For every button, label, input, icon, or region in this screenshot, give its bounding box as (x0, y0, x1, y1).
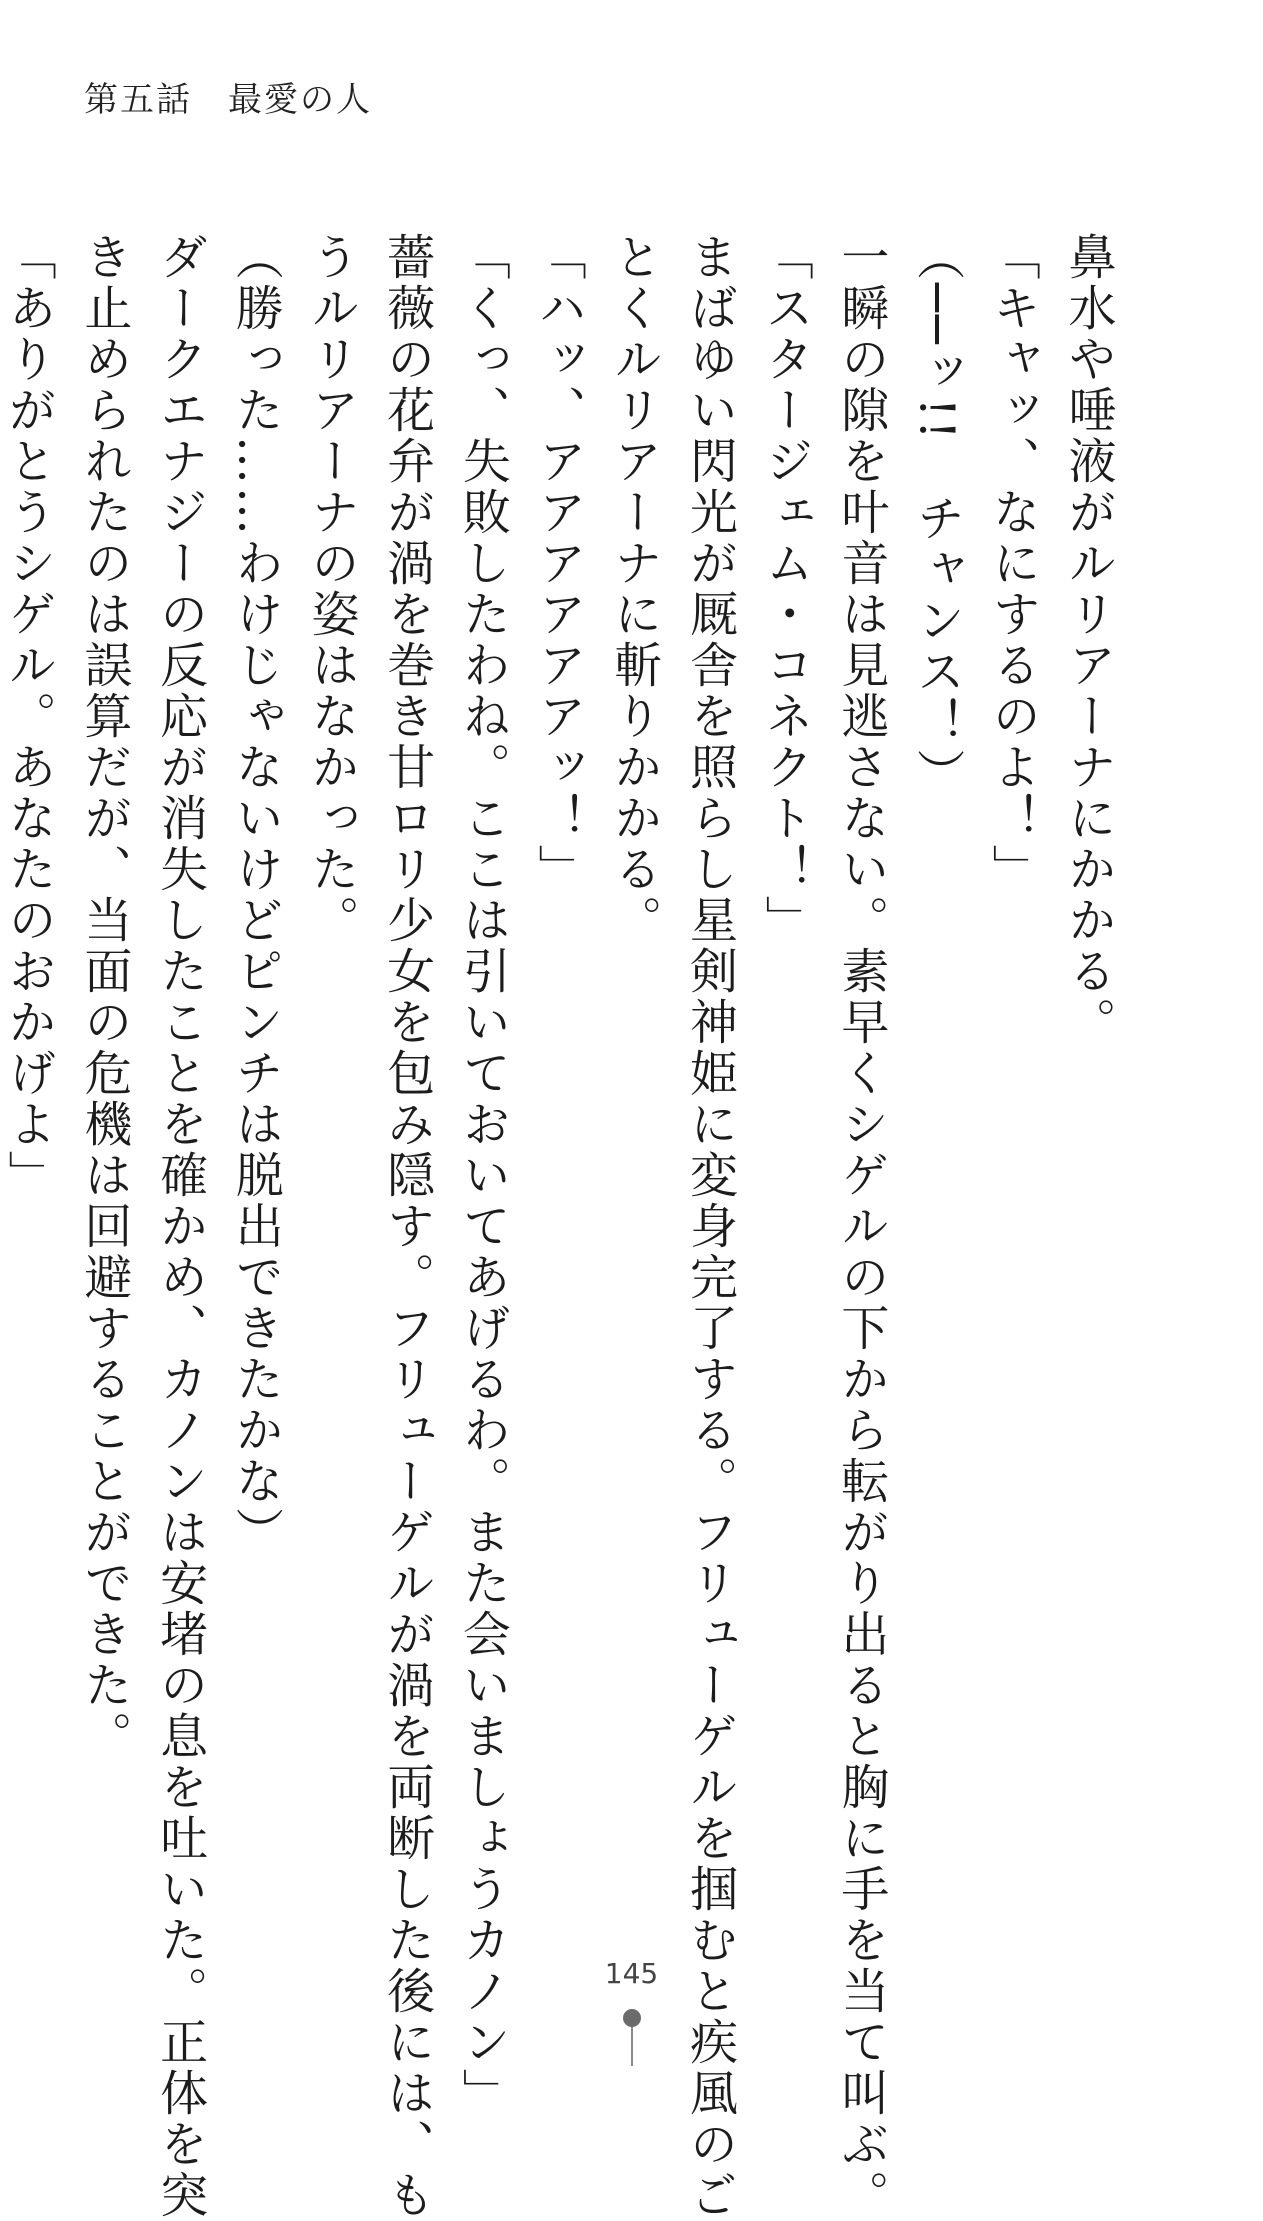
running-head-chapter-title: 第五話 最愛の人 (84, 80, 372, 120)
body-line: うルリアーナの姿はなかった。 (302, 232, 359, 946)
body-line: 「くっ、失敗したわね。ここは引いておいてあげるわ。また会いましょうカノン」 (454, 232, 511, 2119)
page-number: 145 (604, 1957, 659, 1990)
body-line: ダークエナジーの反応が消失したことを確かめ、カノンは安堵の息を吐いた。正体を突 (151, 232, 208, 2221)
body-line: 一瞬の隙を叶音は見逃さない。素早くシゲルの下から転がり出ると胸に手を当て叫ぶ。 (832, 232, 889, 2221)
body-line: （──ッ!! チャンス！） (908, 232, 965, 800)
body-line: 鼻水や唾液がルリアーナにかかる。 (1060, 232, 1116, 1048)
body-line: 「キャッ、なにするのよ！」 (984, 232, 1041, 895)
folio-dot-ornament (623, 2009, 641, 2027)
body-line: （勝った……わけじゃないけどピンチは脱出できたかな） (227, 232, 284, 1558)
body-line: 「ありがとうシゲル。あなたのおかげよ」 (0, 232, 57, 1201)
body-line: まばゆい閃光が厩舎を照らし星剣神姫に変身完了する。フリューゲルを掴むと疾風のご (681, 232, 738, 2221)
body-line: 「スタージェム・コネクト！」 (757, 232, 814, 946)
body-line: とくルリアーナに斬りかかる。 (605, 232, 662, 946)
body-line: 薔薇の花弁が渦を巻き甘ロリ少女を包み隠す。フリューゲルが渦を両断した後には、も (378, 232, 435, 2221)
body-line: き止められたのは誤算だが、当面の危機は回避することができた。 (75, 232, 132, 1762)
body-line: 「ハッ、アアアアアアッ！」 (530, 232, 587, 895)
folio-rule-ornament (631, 2027, 633, 2066)
